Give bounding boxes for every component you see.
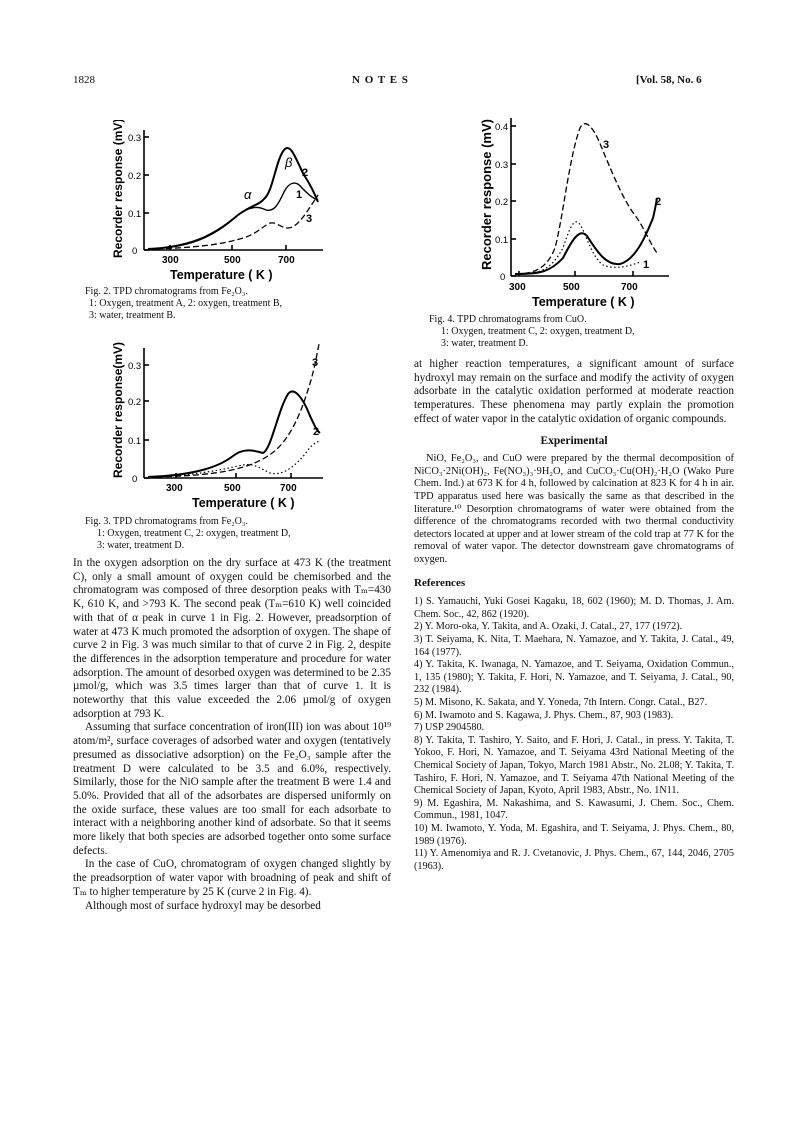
references-list bbox=[414, 596, 734, 873]
fig3-ytick: 0.3 bbox=[128, 361, 142, 372]
reference-item: 6) M. Iwamoto and S. Kagawa, J. Phys. Chem., 87, 903 (1983). bbox=[414, 709, 674, 721]
body-paragraph: at higher reaction temperatures, a significant amount of surface hydroxyl may remain on the surface and modify the activity of oxygen adsorbate in the catalytic oxidation performed at moderate reaction temperatures. These phenomena may partly explain the promotion effect of water vapor in the catalytic oxidation of organic compounds. bbox=[414, 358, 734, 425]
fig2-ytick: 0.2 bbox=[128, 171, 142, 182]
fig4-xtick: 700 bbox=[621, 282, 638, 293]
figure-2-caption bbox=[85, 286, 385, 322]
fig2-yticks bbox=[128, 133, 149, 257]
fig3-caption-line: 3: water, treatment D. bbox=[97, 540, 185, 551]
reference-item: 3) T. Seiyama, K. Nita, T. Maehara, N. Yamazoe, and Y. Takita, J. Catal., 49, 164 (1977). bbox=[414, 634, 734, 658]
fig2-label-1: 1 bbox=[296, 189, 303, 201]
fig2-label-alpha: α bbox=[244, 187, 252, 202]
fig2-label-2: 2 bbox=[302, 167, 309, 179]
experimental-paragraph: NiO, Fe₂O₃, and CuO were prepared by the thermal decomposition of NiCO₃·2Ni(OH)₂, Fe(NO₃)₃·9H₂O, and CuCO₃·Cu(OH)₂·H₂O (Wako Pure Chem. Ind.) at 673 K for 4 h, followed by calcination at 823 K for 4 h in air. TPD apparatus used here was basically the same as that described in the literature.¹⁰ Desorption chromatograms of water were obtained from the difference of the chromatograms recorded with two thermal conductivity detectors located at upper and at lower stream of the cold trap at 77 K for the removal of water vapor. The detector downstream gave chromatograms of oxygen. bbox=[414, 453, 734, 565]
fig2-label-beta: β bbox=[285, 155, 293, 170]
body-paragraph: Although most of surface hydroxyl may be desorbed bbox=[85, 899, 321, 912]
fig2-xtick: 300 bbox=[162, 255, 179, 266]
fig4-ytick: 0.4 bbox=[495, 122, 509, 133]
reference-item: 8) Y. Takita, T. Tashiro, Y. Saito, and F. Hori, J. Catal., in press. Y. Takita, T. Yokoo, F. Hori, N. Yamazoe, and T. Seiyama 43rd National Meeting of the Chemical Society of Japan, Tokyo, March 1981 Abstr., No. 2L08; Y. Takita, T. Tashiro, F. Hori, N. Yamazoe, and T. Seiyama 47th National Meeting of the Chemical Society of Japan, Kyoto, April 1983, Abstr., No. 1N11. bbox=[414, 734, 734, 797]
fig3-label-2: 2 bbox=[313, 426, 320, 438]
fig2-curve-1 bbox=[148, 183, 318, 249]
fig4-curve-1 bbox=[515, 222, 640, 274]
figure-2-chart bbox=[108, 120, 333, 285]
figure-3-caption bbox=[85, 516, 395, 552]
fig4-caption-title: Fig. 4. TPD chromatograms from CuO. bbox=[429, 314, 587, 325]
reference-item: 11) Y. Amenomiya and R. J. Cvetanovic, J. Phys. Chem., 67, 144, 2046, 2705 (1963). bbox=[414, 848, 734, 872]
body-paragraph: In the oxygen adsorption on the dry surface at 473 K (the treatment C), only a small amount of oxygen could be chemisorbed and the chromatogram was composed of three desorption peaks with Tₘ=430 K, 610 K, and >793 K. The second peak (Tₘ=610 K) well coincided with that of α peak in curve 1 in Fig. 2. However, preadsorption of water at 473 K much promoted the adsorption of oxygen. The shape of curve 2 in Fig. 3 was much similar to that of curve 2 in Fig. 2, despite the differences in the adsorption temperature and procedure for water adsorption. The amount of desorbed oxygen was determined to be 2.35 µmol/g, which was 3.5 times larger than that of curve 1. It is noteworthy that this value exceeded the 2.06 µmol/g of oxygen adsorption at 793 K. bbox=[73, 557, 391, 720]
fig3-ytick: 0 bbox=[132, 474, 138, 485]
fig3-label-3: 3 bbox=[312, 357, 319, 369]
body-paragraph: In the case of CuO, chromatogram of oxygen changed slightly by the preadsorption of water vapor with broadning of peak and shift of Tₘ to higher temperature by 25 K (curve 2 in Fig. 4). bbox=[73, 858, 391, 898]
right-column-body bbox=[414, 358, 734, 873]
fig3-yticks bbox=[128, 361, 149, 485]
fig2-ytick: 0.1 bbox=[128, 209, 142, 220]
fig2-curve-3 bbox=[148, 195, 318, 249]
fig4-label-2: 2 bbox=[655, 196, 662, 208]
fig2-xtick: 700 bbox=[278, 255, 295, 266]
fig3-xtick: 300 bbox=[166, 483, 183, 494]
fig2-caption-title: Fig. 2. TPD chromatograms from Fe₂O₃. bbox=[85, 286, 248, 297]
fig4-label-3: 3 bbox=[603, 139, 610, 151]
fig4-xtick: 500 bbox=[563, 282, 580, 293]
body-paragraph: Assuming that surface concentration of iron(III) ion was about 10¹⁹ atom/m², surface coverages of adsorbed water and oxygen (tentatively presumed as dissociative adsorption) on the Fe₂O₃ sample after the treatment D were calculated to be 3.5 and 6.0%, respectively. Similarly, those for the NiO sample after the treatment B were 1.4 and 5.0%. Provided that all of the adsorbates are dispersed uniformly on the oxide surface, these values are too small for each adsorbate to interact with a neighboring another kind of adsorbate. So that it seems more likely that both species are adsorbed together onto some surface defects. bbox=[73, 721, 391, 857]
fig2-ytick: 0 bbox=[132, 246, 138, 257]
fig2-xticks bbox=[162, 245, 295, 266]
fig2-label-3: 3 bbox=[306, 213, 313, 225]
fig4-curve-2 bbox=[515, 198, 657, 274]
fig4-ytick: 0 bbox=[500, 272, 506, 283]
fig3-ylabel: Recorder response(mV) bbox=[111, 341, 125, 478]
fig2-caption-line: 3: water, treatment B. bbox=[89, 310, 176, 321]
figure-4-chart bbox=[475, 108, 700, 313]
fig2-xtick: 500 bbox=[224, 255, 241, 266]
fig4-xtick: 300 bbox=[509, 282, 526, 293]
reference-item: 7) USP 2904580. bbox=[414, 722, 485, 734]
references-heading: References bbox=[414, 576, 466, 589]
fig4-label-1: 1 bbox=[643, 259, 650, 271]
fig3-xtick: 500 bbox=[224, 483, 241, 494]
fig4-xlabel: Temperature ( K ) bbox=[532, 295, 635, 309]
fig4-yticks bbox=[495, 122, 516, 283]
page-number: 1828 bbox=[73, 74, 95, 86]
fig4-caption-line: 1: Oxygen, treatment C, 2: oxygen, treatment D, bbox=[441, 326, 635, 337]
fig2-ylabel: Recorder response (mV) bbox=[111, 120, 125, 258]
reference-item: 5) M. Misono, K. Sakata, and Y. Yoneda, 7th Intern. Congr. Catal., B27. bbox=[414, 697, 708, 709]
fig2-xlabel: Temperature ( K ) bbox=[170, 268, 273, 282]
reference-item: 2) Y. Moro-oka, Y. Takita, and A. Ozaki, J. Catal., 27, 177 (1972). bbox=[414, 621, 683, 633]
figure-4-caption bbox=[429, 314, 729, 350]
fig2-caption-line: 1: Oxygen, treatment A, 2: oxygen, treatment B, bbox=[89, 298, 283, 309]
reference-item: 4) Y. Takita, K. Iwanaga, N. Yamazoe, and T. Seiyama, Oxidation Commun., 1, 135 (1980); Y. Takita, F. Hori, N. Yamazoe, and T. Seiyama, J. Catal., 90, 232 (1984). bbox=[414, 659, 734, 696]
fig2-ytick: 0.3 bbox=[128, 133, 142, 144]
fig3-caption-line: 1: Oxygen, treatment C, 2: oxygen, treatment D, bbox=[97, 528, 291, 539]
fig4-caption-line: 3: water, treatment D. bbox=[441, 338, 529, 349]
fig3-ytick: 0.2 bbox=[128, 397, 142, 408]
fig3-caption-title: Fig. 3. TPD chromatograms from Fe₂O₃. bbox=[85, 516, 248, 527]
volume-issue: [Vol. 58, No. 6 bbox=[636, 74, 702, 86]
fig4-ylabel: Recorder response (mV) bbox=[479, 119, 494, 270]
left-column-body bbox=[73, 557, 391, 913]
fig2-curve-2 bbox=[148, 148, 318, 249]
reference-item: 10) M. Iwamoto, Y. Yoda, M. Egashira, and T. Seiyama, J. Phys. Chem., 80, 1989 (1976). bbox=[414, 822, 734, 847]
running-section-title: N O T E S bbox=[352, 74, 409, 86]
experimental-heading: Experimental bbox=[540, 434, 608, 447]
fig4-ytick: 0.3 bbox=[495, 160, 509, 171]
figure-3-chart bbox=[108, 338, 338, 513]
reference-item: 9) M. Egashira, M. Nakashima, and S. Kawasumi, J. Chem. Soc., Chem. Commun., 1981, 1047. bbox=[414, 797, 734, 822]
fig4-ytick: 0.2 bbox=[495, 197, 509, 208]
fig3-curve-2 bbox=[148, 391, 320, 477]
fig3-curve-1 bbox=[148, 441, 320, 477]
fig4-ytick: 0.1 bbox=[495, 235, 509, 246]
fig3-xlabel: Temperature ( K ) bbox=[192, 496, 295, 510]
fig3-ytick: 0.1 bbox=[128, 436, 142, 447]
fig3-curve-3 bbox=[148, 344, 319, 477]
fig3-xtick: 700 bbox=[280, 483, 297, 494]
reference-item: 1) S. Yamauchi, Yuki Gosei Kagaku, 18, 602 (1960); M. D. Thomas, J. Am. Chem. Soc., 42, 862 (1920). bbox=[414, 596, 734, 620]
